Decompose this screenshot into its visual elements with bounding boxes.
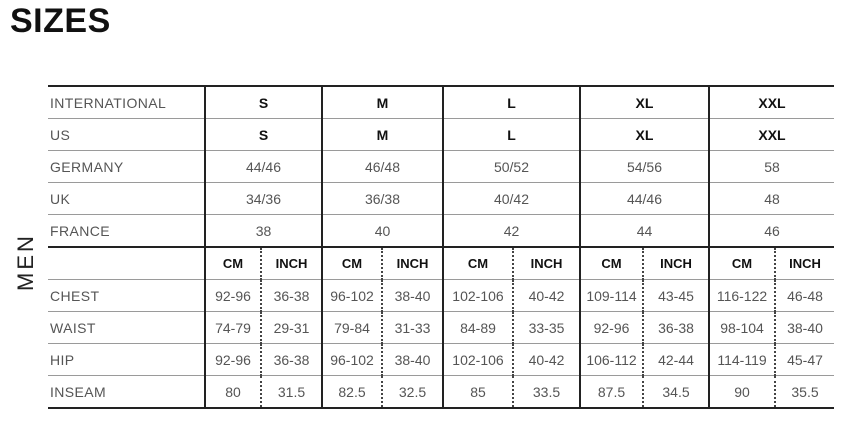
unit-cm: CM bbox=[322, 247, 382, 280]
row-label: CHEST bbox=[48, 280, 205, 312]
unit-inch: INCH bbox=[775, 247, 834, 280]
cm-cell: 109-114 bbox=[580, 280, 643, 312]
size-cell: XXL bbox=[709, 86, 834, 119]
size-cell: XL bbox=[580, 119, 709, 151]
inch-cell: 35.5 bbox=[775, 376, 834, 409]
size-cell: M bbox=[322, 119, 443, 151]
size-cell: 50/52 bbox=[443, 151, 580, 183]
inch-cell: 36-38 bbox=[261, 280, 322, 312]
cm-cell: 84-89 bbox=[443, 312, 513, 344]
size-cell: 54/56 bbox=[580, 151, 709, 183]
size-cell: 42 bbox=[443, 215, 580, 248]
cm-cell: 96-102 bbox=[322, 280, 382, 312]
cm-cell: 74-79 bbox=[205, 312, 261, 344]
unit-inch: INCH bbox=[643, 247, 709, 280]
unit-inch: INCH bbox=[261, 247, 322, 280]
inch-cell: 36-38 bbox=[643, 312, 709, 344]
row-label: UK bbox=[48, 183, 205, 215]
units-label-blank bbox=[48, 247, 205, 280]
unit-inch: INCH bbox=[382, 247, 443, 280]
inch-cell: 34.5 bbox=[643, 376, 709, 409]
size-row bbox=[48, 151, 834, 183]
size-cell: 40 bbox=[322, 215, 443, 248]
row-label: US bbox=[48, 119, 205, 151]
cm-cell: 80 bbox=[205, 376, 261, 409]
cm-cell: 92-96 bbox=[205, 344, 261, 376]
measure-row bbox=[48, 312, 834, 344]
unit-cm: CM bbox=[709, 247, 775, 280]
size-cell: S bbox=[205, 119, 322, 151]
measure-row bbox=[48, 344, 834, 376]
size-row bbox=[48, 86, 834, 119]
row-label: GERMANY bbox=[48, 151, 205, 183]
inch-cell: 38-40 bbox=[382, 280, 443, 312]
size-cell: 46/48 bbox=[322, 151, 443, 183]
measure-row bbox=[48, 280, 834, 312]
size-cell: 44 bbox=[580, 215, 709, 248]
inch-cell: 46-48 bbox=[775, 280, 834, 312]
size-cell: 34/36 bbox=[205, 183, 322, 215]
unit-cm: CM bbox=[443, 247, 513, 280]
size-cell: L bbox=[443, 119, 580, 151]
section-label: MEN bbox=[13, 233, 39, 291]
size-cell: M bbox=[322, 86, 443, 119]
inch-cell: 45-47 bbox=[775, 344, 834, 376]
size-cell: 46 bbox=[709, 215, 834, 248]
size-cell: 48 bbox=[709, 183, 834, 215]
size-cell: L bbox=[443, 86, 580, 119]
row-label: HIP bbox=[48, 344, 205, 376]
unit-inch: INCH bbox=[513, 247, 580, 280]
inch-cell: 43-45 bbox=[643, 280, 709, 312]
inch-cell: 40-42 bbox=[513, 344, 580, 376]
cm-cell: 102-106 bbox=[443, 344, 513, 376]
size-row bbox=[48, 119, 834, 151]
size-chart-table bbox=[48, 85, 834, 409]
inch-cell: 31-33 bbox=[382, 312, 443, 344]
row-label: INSEAM bbox=[48, 376, 205, 409]
size-cell: 58 bbox=[709, 151, 834, 183]
cm-cell: 85 bbox=[443, 376, 513, 409]
size-cell: 36/38 bbox=[322, 183, 443, 215]
cm-cell: 106-112 bbox=[580, 344, 643, 376]
row-label: WAIST bbox=[48, 312, 205, 344]
row-label: INTERNATIONAL bbox=[48, 86, 205, 119]
inch-cell: 38-40 bbox=[775, 312, 834, 344]
size-row bbox=[48, 183, 834, 215]
size-cell: XL bbox=[580, 86, 709, 119]
size-cell: 40/42 bbox=[443, 183, 580, 215]
inch-cell: 38-40 bbox=[382, 344, 443, 376]
inch-cell: 42-44 bbox=[643, 344, 709, 376]
size-cell: XXL bbox=[709, 119, 834, 151]
size-cell: 38 bbox=[205, 215, 322, 248]
inch-cell: 33.5 bbox=[513, 376, 580, 409]
row-label: FRANCE bbox=[48, 215, 205, 248]
unit-cm: CM bbox=[580, 247, 643, 280]
inch-cell: 31.5 bbox=[261, 376, 322, 409]
size-cell: S bbox=[205, 86, 322, 119]
unit-cm: CM bbox=[205, 247, 261, 280]
size-row bbox=[48, 215, 834, 248]
inch-cell: 29-31 bbox=[261, 312, 322, 344]
cm-cell: 116-122 bbox=[709, 280, 775, 312]
size-cell: 44/46 bbox=[205, 151, 322, 183]
cm-cell: 114-119 bbox=[709, 344, 775, 376]
cm-cell: 87.5 bbox=[580, 376, 643, 409]
units-row bbox=[48, 247, 834, 280]
inch-cell: 33-35 bbox=[513, 312, 580, 344]
cm-cell: 92-96 bbox=[205, 280, 261, 312]
cm-cell: 79-84 bbox=[322, 312, 382, 344]
inch-cell: 36-38 bbox=[261, 344, 322, 376]
measure-row bbox=[48, 376, 834, 409]
cm-cell: 82.5 bbox=[322, 376, 382, 409]
inch-cell: 32.5 bbox=[382, 376, 443, 409]
size-cell: 44/46 bbox=[580, 183, 709, 215]
cm-cell: 96-102 bbox=[322, 344, 382, 376]
cm-cell: 102-106 bbox=[443, 280, 513, 312]
cm-cell: 90 bbox=[709, 376, 775, 409]
page-title: SIZES bbox=[10, 2, 111, 40]
inch-cell: 40-42 bbox=[513, 280, 580, 312]
cm-cell: 98-104 bbox=[709, 312, 775, 344]
cm-cell: 92-96 bbox=[580, 312, 643, 344]
